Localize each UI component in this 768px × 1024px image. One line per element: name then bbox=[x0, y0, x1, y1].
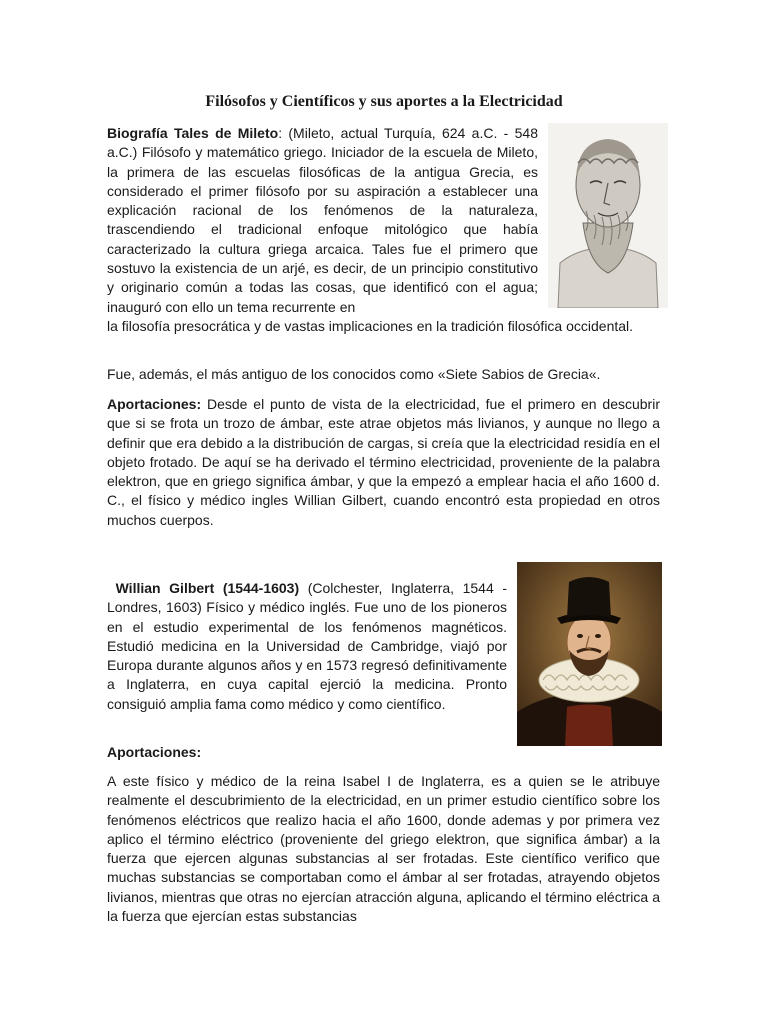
thales-aportaciones-text: Desde el punto de vista de la electricidad, fue el primero en descubrir que si se frota un trozo de ámbar, este atrae objetos más livianos, y aunque no llego a definir que era debido a la distribución de cargas, si creía que la electricidad residía en el objeto frotado. De aquí se ha derivado el término electricidad, proveniente de la palabra elektron, que en griego significa ámbar, y que la empezó a emplear hacia el año 1600 d. C., el físico y médico ingles Willian Gilbert, cuando encontró esta propiedad en otros muchos cuerpos. bbox=[107, 396, 660, 528]
page-title: Filósofos y Científicos y sus aportes a la Electricidad bbox=[205, 93, 563, 110]
thales-bust-image bbox=[548, 123, 668, 308]
gilbert-aportaciones-heading: Aportaciones: bbox=[107, 744, 202, 760]
thales-bio-paragraph bbox=[107, 124, 538, 317]
thales-bio-continuation: la filosofía presocrática y de vastas implicaciones en la tradición filosófica occidental. bbox=[107, 318, 634, 334]
gilbert-aportaciones-heading-line bbox=[107, 743, 507, 762]
gilbert-portrait-image bbox=[517, 562, 662, 746]
thales-bio-text: : (Mileto, actual Turquía, 624 a.C. - 548 a.C.) Filósofo y matemático griego. Iniciador de la escuela de Mileto, la primera de las escuelas filosóficas de la antigua Grecia, es considerado el primer filósofo por su aspiración a establecer una explicación racional de los fenómenos de la naturaleza, trascendiendo el tradicional enfoque mitológico que había caracterizado la cultura griega arcaica. Tales fue el primero que sostuvo la existencia de un arjé, es decir, de un principio constitutivo y originario común a todas las cosas, que identificó con el agua; inauguró con ello un tema recurrente en bbox=[107, 125, 538, 315]
thales-aportaciones-heading: Aportaciones: bbox=[107, 396, 202, 412]
thales-sabios-paragraph: Fue, además, el más antiguo de los conocidos como «Siete Sabios de Grecia«. bbox=[107, 366, 601, 382]
gilbert-bio-paragraph bbox=[107, 579, 507, 714]
thales-aportaciones-paragraph bbox=[107, 395, 660, 530]
gilbert-bio-text: (Colchester, Inglaterra, 1544 - Londres, 1603) Físico y médico inglés. Fue uno de los pioneros en el estudio experimental de los fenómenos magnéticos. Estudió medicina en la Universidad de Cambridge, viajó por Europa durante algunos años y en 1573 regresó definitivamente a Inglaterra, en cuya capital ejerció la medicina. Pronto consiguió amplia fama como médico y como científico. bbox=[107, 580, 507, 712]
gilbert-aportaciones-paragraph: A este físico y médico de la reina Isabel I de Inglaterra, es a quien se le atribuye realmente el descubrimiento de la electricidad, en un primer estudio científico sobre los fenómenos eléctricos que realizo hacia el año 1600, donde ademas y por primera vez aplico el término eléctrico (proveniente del griego elektron, que significa ámbar) a la fuerza que ejercen algunas substancias al ser frotadas. Este científico verifico que muchas substancias se comportaban como el ámbar al ser frotadas, atrayendo objetos livianos, mientras que otras no ejercían atracción alguna, aplicando el término eléctrica a la fuerza que ejercían estas substancias bbox=[107, 773, 660, 925]
thales-heading: Biografía Tales de Mileto bbox=[107, 125, 279, 141]
gilbert-heading: Willian Gilbert (1544-1603) bbox=[115, 580, 300, 596]
